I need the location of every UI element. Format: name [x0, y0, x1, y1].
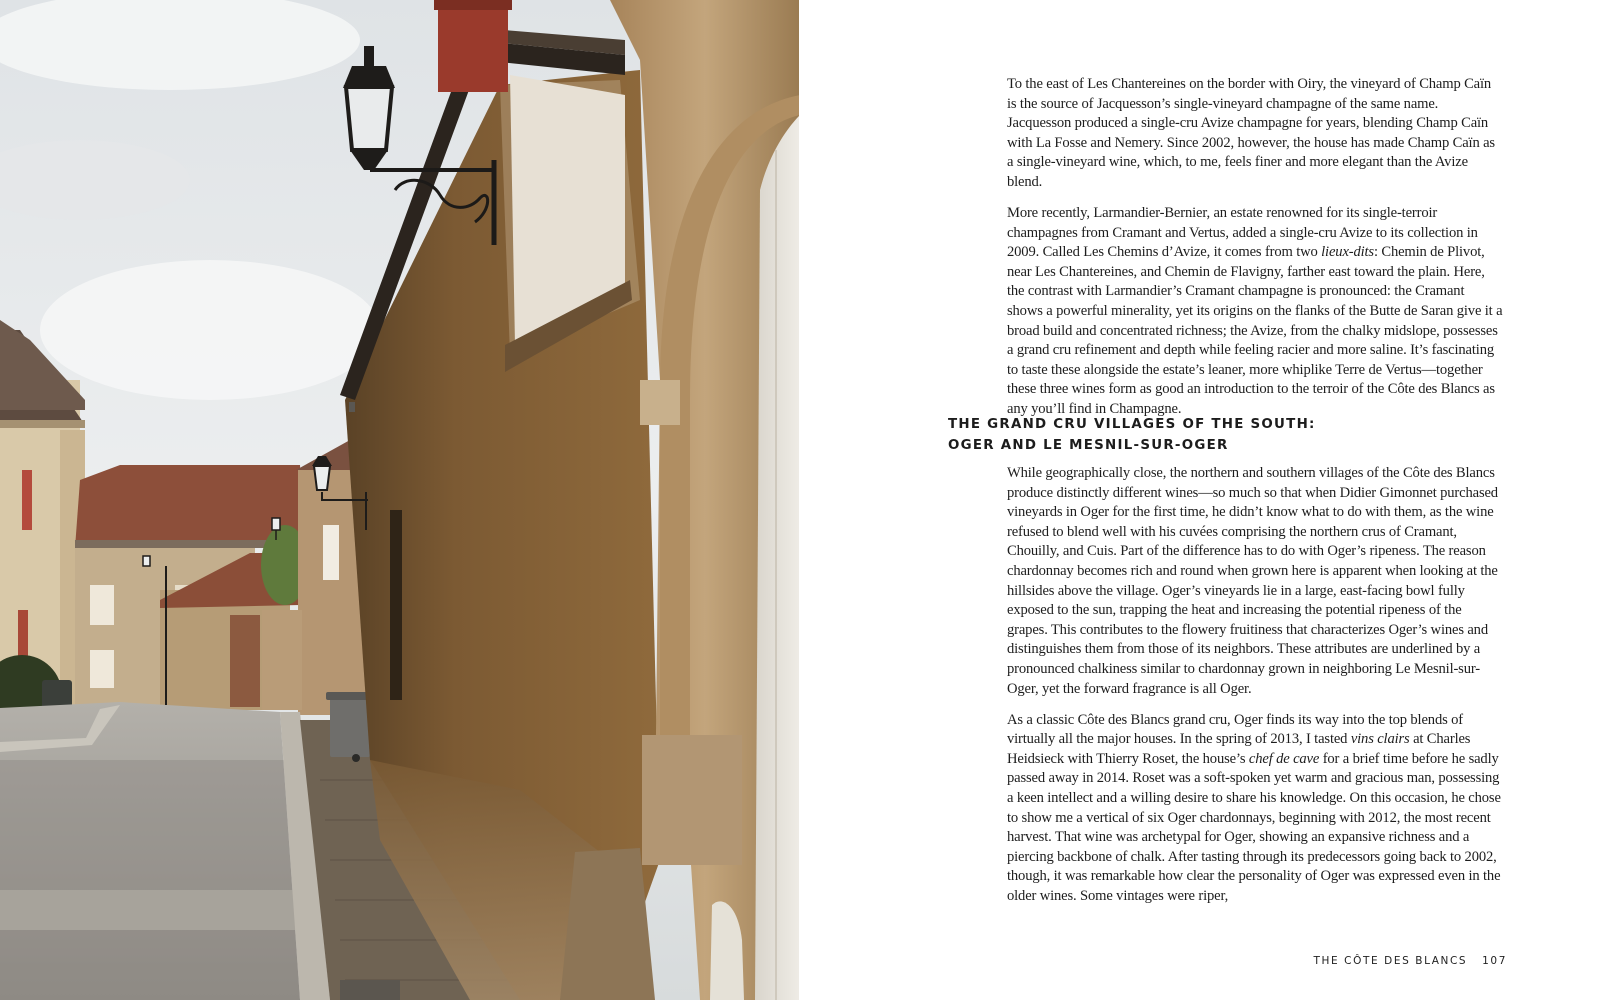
- body-paragraph: [1007, 464, 1503, 699]
- text-run: at Charles Heidsieck with Thierry Roset, the house’s: [1007, 731, 1471, 767]
- italic-term: vins clairs: [1350, 731, 1410, 748]
- text-run: : Chemin de Plivot, near Les Chantereines, and Chemin de Flavigny, farther east toward the plain. Here, the contrast with Larmandier’s Cramant champagne is pronounced: the Cramant shows a powerful minerality, yet its origins on the flanks of the Butte de Saran give it a broad build and concentrated richness; the Avize, from the chalky midslope, possesses a grand cru refinement and depth while feeling racier and more saline. It’s fascinating to taste these alongside the estate’s leaner, more whiplike Terre de Vertus—together these three wines form as good an introduction to the terroir of the Côte des Blancs as any you’ll find in Champagne.: [1007, 244, 1503, 417]
- text-run: While geographically close, the northern and southern villages of the Côte des Blancs produce distinctly different wines—so much so that when Didier Gimonnet purchased vineyards in Oger for the first time, he didn’t know what to do with them, as the wine refused to blend well with his cuvées comprising the northern crus of Cramant, Chouilly, and Cuis. Part of the difference has to do with Oger’s ripeness. The reason chardonnay becomes rich and round when grown here is apparent when looking at the hillsides above the village. Oger’s vineyards lie in a large, east-facing bowl fully exposed to the sun, trapping the heat and increasing the potential ripeness of the grapes. This contributes to the flowery fruitiness that characterizes Oger’s wines and distinguishes them from those of its neighbors. These attributes are underlined by a pronounced chalkiness similar to chardonnay grown in neighboring Le Mesnil-sur-Oger, yet the forward fragrance is all Oger.: [1007, 465, 1498, 697]
- body-paragraph: [1007, 204, 1503, 420]
- italic-term: lieux-dits: [1321, 244, 1374, 261]
- text-run: As a classic Côte des Blancs grand cru, Oger finds its way into the top blends of virtually all the major houses. In the spring of 2013, I tasted: [1007, 711, 1463, 748]
- italic-term: chef de cave: [1248, 750, 1320, 767]
- text-run: To the east of Les Chantereines on the border with Oiry, the vineyard of Champ Caïn is the source of Jacquesson’s single-vineyard champagne of the same name. Jacquesson produced a single-cru Avize champagne for years, blending Champ Caïn with La Fosse and Nemery. Since 2002, however, the house has made Champ Caïn as a single-vineyard wine, which, to me, feels finer and more elegant than the Avize blend.: [1007, 76, 1495, 190]
- body-paragraph: [1007, 75, 1503, 193]
- body-text-upper: [1007, 75, 1503, 431]
- section-heading-line-2: OGER AND LE MESNIL-SUR-OGER: [948, 438, 1229, 453]
- section-heading-line-1: THE GRAND CRU VILLAGES OF THE SOUTH:: [948, 417, 1316, 432]
- text-page: [799, 0, 1600, 1000]
- body-paragraph: [1007, 711, 1503, 907]
- page-footer: [1313, 955, 1507, 967]
- photo-illustration: [0, 0, 799, 1000]
- text-run: for a brief time before he sadly passed away in 2014. Roset was a soft-spoken yet warm and gracious man, possessing a keen intellect and a willing desire to share his knowledge. On this occasion, he chose to show me a vertical of six Oger chardonnays, beginning with 2012, the most recent harvest. That wine was archetypal for Oger, showing an expansive richness and a piercing backbone of chalk. After tasting through its predecessors going back to 2002, though, it was remarkable how clear the personality of Oger was expressed even in the older wines. Some vintages were riper,: [1007, 750, 1501, 904]
- text-run: More recently, Larmandier-Bernier, an estate renowned for its single-terroir champagnes from Cramant and Vertus, added a single-cru Avize to its collection in 2009. Called Les Chemins d’Avize, it comes from two: [1007, 205, 1478, 261]
- village-street-photo: [0, 0, 799, 1000]
- running-title: THE CÔTE DES BLANCS: [1313, 955, 1468, 967]
- body-text-lower: [1007, 464, 1503, 918]
- page-number: 107: [1482, 955, 1507, 967]
- section-heading: [948, 414, 1508, 456]
